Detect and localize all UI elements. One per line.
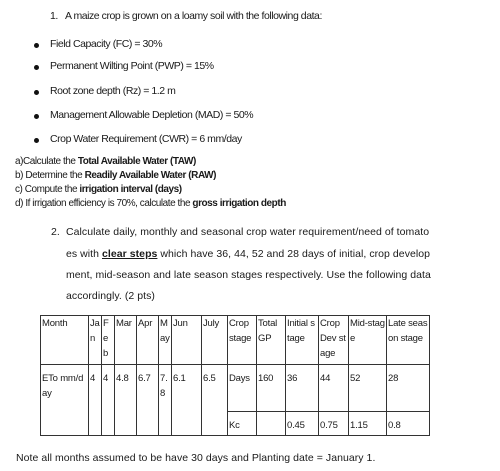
bullet-icon xyxy=(34,138,39,143)
eto-label: ETo mm/day xyxy=(41,365,89,436)
stage-header: Initial stage xyxy=(286,316,319,365)
days-cell: 160 xyxy=(257,365,286,412)
month-cell: Feb xyxy=(102,316,115,365)
eto-cell: 7.8 xyxy=(159,365,172,436)
kc-cell: 0.45 xyxy=(286,412,319,436)
question-2-number: 2. xyxy=(51,226,60,238)
given-root-zone-depth: Root zone depth (Rz) = 1.2 m xyxy=(50,85,176,97)
stage-header: Crop Dev stage xyxy=(319,316,349,365)
question-2-line-3: ment, mid-season and late season stages respectively. Use the following data xyxy=(66,269,431,281)
question-1-intro: A maize crop is grown on a loamy soil with the following data: xyxy=(65,10,322,22)
task-a: a)Calculate the Total Available Water (TAW) xyxy=(15,156,196,167)
given-field-capacity: Field Capacity (FC) = 30% xyxy=(50,38,163,50)
given-permanent-wilting-point: Permanent Wilting Point (PWP) = 15% xyxy=(50,60,214,72)
eto-cell: 6.1 xyxy=(172,365,202,436)
eto-cell: 4 xyxy=(89,365,102,436)
kc-cell: 0.75 xyxy=(319,412,349,436)
stage-header: Late season stage xyxy=(387,316,430,365)
bullet-icon xyxy=(34,114,39,119)
kc-cell: 1.15 xyxy=(349,412,387,436)
stage-header: Total GP xyxy=(257,316,286,365)
days-label: Days xyxy=(228,365,257,412)
kc-label: Kc xyxy=(228,412,257,436)
eto-cell: 4.8 xyxy=(115,365,137,436)
eto-cell: 6.7 xyxy=(137,365,159,436)
month-cell: Jan xyxy=(89,316,102,365)
kc-cell xyxy=(257,412,286,436)
month-cell: Jun xyxy=(172,316,202,365)
bullet-icon xyxy=(34,65,39,70)
bullet-icon xyxy=(34,90,39,95)
question-2-line-1: Calculate daily, monthly and seasonal crop water requirement/need of tomato xyxy=(66,226,430,238)
month-cell: May xyxy=(159,316,172,365)
question-2-line-4: accordingly. (2 pts) xyxy=(66,290,155,302)
bullet-icon xyxy=(34,43,39,48)
stage-header: Mid-stage xyxy=(349,316,387,365)
footnote: Note all months assumed to be have 30 days and Planting date = January 1. xyxy=(16,452,376,464)
month-cell: Apr xyxy=(137,316,159,365)
table-row xyxy=(41,316,430,365)
month-cell: Mar xyxy=(115,316,137,365)
question-1-number: 1. xyxy=(50,10,58,22)
task-c: c) Compute the irrigation interval (days) xyxy=(15,184,182,195)
eto-cell: 6.5 xyxy=(202,365,228,436)
table-row xyxy=(41,365,430,412)
stage-header: Crop stage xyxy=(228,316,257,365)
task-b: b) Determine the Readily Available Water (RAW) xyxy=(15,170,217,181)
month-header: Month xyxy=(41,316,89,365)
days-cell: 44 xyxy=(319,365,349,412)
days-cell: 52 xyxy=(349,365,387,412)
days-cell: 36 xyxy=(286,365,319,412)
given-cwr: Crop Water Requirement (CWR) = 6 mm/day xyxy=(50,133,242,145)
data-table xyxy=(40,315,430,436)
given-mad: Management Allowable Depletion (MAD) = 50% xyxy=(50,109,254,121)
eto-cell: 4 xyxy=(102,365,115,436)
task-d: d) If irrigation efficiency is 70%, calculate the gross irrigation depth xyxy=(15,198,286,209)
question-2-line-2: es with clear steps which have 36, 44, 52 and 28 days of initial, crop develop xyxy=(66,248,431,260)
kc-cell: 0.8 xyxy=(387,412,430,436)
month-cell: July xyxy=(202,316,228,365)
days-cell: 28 xyxy=(387,365,430,412)
